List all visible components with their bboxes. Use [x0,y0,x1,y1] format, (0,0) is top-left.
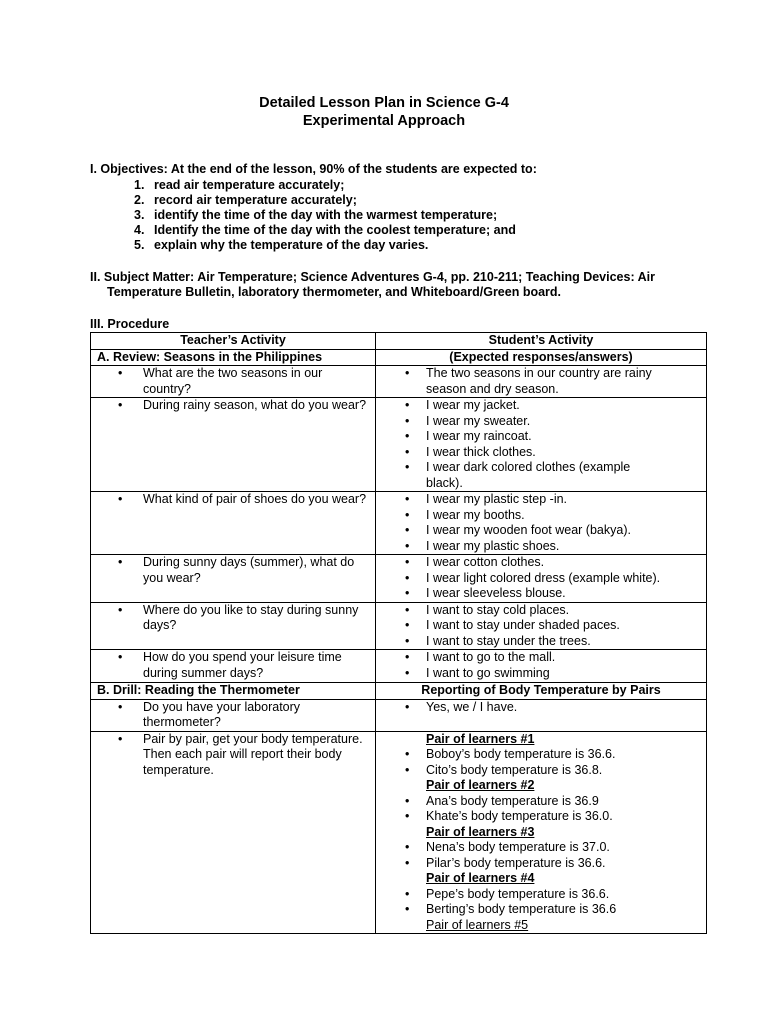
teacher-question: • Where do you like to stay during sunny days? [91,603,375,634]
objective-item [134,193,357,207]
objective-item [134,178,344,192]
objective-item [134,208,497,222]
student-cell [376,398,707,492]
pair-label: Pair of learners #2 [426,778,535,792]
student-answer: • I want to stay under shaded paces. [376,618,706,634]
document-subtitle: Experimental Approach [302,113,466,129]
pair-label: Pair of learners #3 [426,824,535,839]
student-answer: • I wear my raincoat. [376,429,706,445]
section-b-row [91,683,707,700]
review-row [91,555,707,603]
teacher-question: • What are the two seasons in our country? [91,366,375,397]
objectives-heading: I. Objectives: At the end of the lesson, 90% of the students are expected to: [90,162,537,176]
procedure-heading: III. Procedure [90,317,170,331]
objective-number: 2. [134,193,145,207]
student-answer: • I wear my plastic step -in. [376,492,706,508]
student-answer: • Pilar’s body temperature is 36.6. [376,856,706,872]
objective-text: read air temperature accurately; [154,178,345,192]
objective-number: 4. [134,223,145,237]
teacher-cell [91,492,376,555]
student-answer: • I wear thick clothes. [376,445,706,461]
pair-label: Pair of learners #1 [426,731,535,746]
objective-item [134,238,428,252]
teacher-cell [91,366,376,398]
student-answer: • Boboy’s body temperature is 36.6. [376,747,706,763]
teacher-cell [91,602,376,650]
student-answer: • Khate’s body temperature is 36.0. [376,809,706,825]
student-answer: • Pepe’s body temperature is 36.6. [376,887,706,903]
pair-label: Pair of learners #4 [426,871,535,885]
teacher-cell [91,731,376,934]
student-answer: • The two seasons in our country are rainy season and dry season. [376,366,706,397]
student-answer: • I wear cotton clothes. [376,555,706,571]
col-header-teacher: Teacher’s Activity [91,333,376,350]
student-answer: • I wear light colored dress (example white). [376,571,706,587]
review-row [91,650,707,683]
student-cell [376,366,707,398]
student-answer: • I wear my jacket. [376,398,706,414]
student-answer: • I want to go swimming [376,666,706,682]
teacher-cell [91,699,376,731]
objective-number: 5. [134,238,145,252]
student-answer: • Cito’s body temperature is 36.8. [376,763,706,779]
teacher-question: • During rainy season, what do you wear? [91,398,375,414]
student-answer: • Yes, we / I have. [376,700,706,716]
student-answer: • Ana’s body temperature is 36.9 [376,794,706,810]
objective-text: record air temperature accurately; [154,193,357,207]
student-answer: • I wear my sweater. [376,414,706,430]
teacher-question: • How do you spend your leisure time during summer days? [91,650,375,681]
subject-matter-line1: II. Subject Matter: Air Temperature; Science Adventures G-4, pp. 210-211; Teaching Devices: Air [90,270,655,284]
student-answer: • I wear my booths. [376,508,706,524]
teacher-question: • Pair by pair, get your body temperature. Then each pair will report their body temperature. [91,732,375,779]
review-row [91,398,707,492]
review-row [91,366,707,398]
teacher-question: • What kind of pair of shoes do you wear? [91,492,375,508]
objective-text: explain why the temperature of the day varies. [154,238,429,252]
objective-number: 3. [134,208,145,222]
student-answer: • I wear sleeveless blouse. [376,586,706,602]
procedure-table [90,332,707,934]
student-answer: • I wear my plastic shoes. [376,539,706,555]
student-answer: • I want to stay cold places. [376,603,706,619]
document-title: Detailed Lesson Plan in Science G-4 [259,95,509,111]
student-cell [376,602,707,650]
student-cell [376,731,707,934]
student-answer: • Nena’s body temperature is 37.0. [376,840,706,856]
objective-text: identify the time of the day with the warmest temperature; [154,208,498,222]
review-row [91,602,707,650]
teacher-question: • During sunny days (summer), what do you wear? [91,555,375,586]
student-cell [376,650,707,683]
pair-label: Pair of learners #5 [426,917,529,932]
teacher-cell [91,650,376,683]
student-cell [376,555,707,603]
drill-row [91,699,707,731]
teacher-cell [91,398,376,492]
student-answer: • I wear dark colored clothes (example black). [376,460,706,491]
student-answer: • I want to stay under the trees. [376,634,706,650]
review-row [91,492,707,555]
student-answer: • Berting’s body temperature is 36.6 [376,902,706,918]
reporting-label: Reporting of Body Temperature by Pairs [376,683,707,700]
col-header-student: Student’s Activity [376,333,707,350]
teacher-question: • Do you have your laboratory thermometer? [91,700,375,731]
student-answer: • I wear my wooden foot wear (bakya). [376,523,706,539]
section-a-heading: A. Review: Seasons in the Philippines [91,349,376,366]
student-answer: • I want to go to the mall. [376,650,706,666]
section-b-heading: B. Drill: Reading the Thermometer [91,683,376,700]
teacher-cell [91,555,376,603]
drill-row [91,731,707,934]
expected-responses-label: (Expected responses/answers) [376,349,707,366]
objective-text: Identify the time of the day with the coolest temperature; and [154,223,516,237]
student-cell [376,699,707,731]
objective-item [134,223,516,237]
subject-matter-line2: Temperature Bulletin, laboratory thermometer, and Whiteboard/Green board. [107,285,562,299]
objective-number: 1. [134,178,145,192]
student-cell [376,492,707,555]
